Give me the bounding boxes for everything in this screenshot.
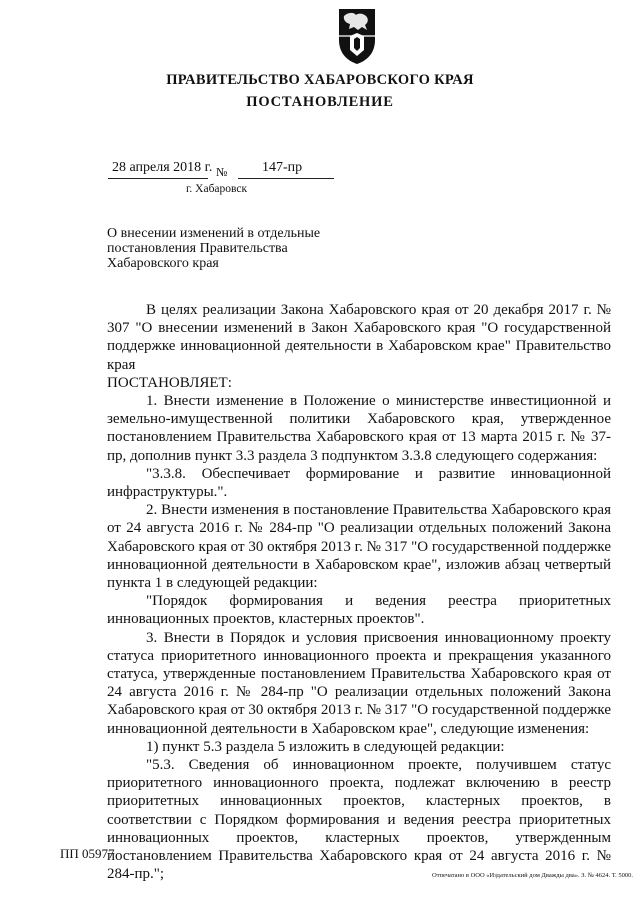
printer-imprint: Отпечатано в ООО «Издательский дом Дважды два». З. № 4624. Т. 5000. [432, 872, 633, 879]
document-subject: О внесении изменений в отдельные постановления Правительства Хабаровского края [107, 226, 321, 271]
number-sign: № [216, 165, 228, 179]
coat-of-arms-icon [336, 6, 378, 66]
document-number: 147-пр [262, 160, 303, 175]
city: г. Хабаровск [186, 183, 248, 195]
document-code: ПП 05977 [60, 846, 115, 861]
document-date: 28 апреля 2018 г. [112, 160, 213, 175]
document-type: ПОСТАНОВЛЕНИЕ [246, 94, 394, 110]
number-underline [238, 178, 334, 179]
government-name: ПРАВИТЕЛЬСТВО ХАБАРОВСКОГО КРАЯ [166, 72, 474, 88]
preamble-paragraph: В целях реализации Закона Хабаровского края от 20 декабря 2017 г. № 307 "О внесении изменений в Закон Хабаровского края "О государственной поддержке инновационной деятельности в Хабаровском крае" Правительство края [107, 302, 611, 373]
subclause-1-quote-paragraph: "5.3. Сведения об инновационном проекте, получившем статус приоритетного инновационного проекта, подлежат включению в реестр приоритетных инновационных проектов, кластерных проектов, в соответствии с Порядком формирования и ведения реестра приоритетных инновационных проектов, кластерных проектов, утвержденным постановлением Правительства Хабаровского края от 24 августа 2016 г. № 284-пр."; [107, 757, 611, 883]
clause-2-paragraph: 2. Внести изменения в постановление Правительства Хабаровского края от 24 августа 2016 г. № 284-пр "О реализации отдельных положений Закона Хабаровского края от 30 октября 2013 г. № 317 "О государственной поддержке инновационной деятельности в Хабаровском крае", изложив абзац четвертый пункта 1 в следующей редакции: [107, 502, 611, 592]
clause-2-quote-paragraph: "Порядок формирования и ведения реестра приоритетных инновационных проектов, кластерных проектов". [107, 593, 611, 628]
clause-1-quote-paragraph: "3.3.8. Обеспечивает формирование и развитие инновационной инфраструктуры.". [107, 465, 611, 501]
clause-1-paragraph: 1. Внести изменение в Положение о министерстве инвестиционной и земельно-имущественной политики Хабаровского края, утвержденное постановлением Правительства Хабаровского края от 13 марта 2015 г. № 37-пр, дополнив пункт 3.3 раздела 3 подпунктом 3.3.8 следующего содержания: [107, 393, 611, 464]
subclause-1-paragraph: 1) пункт 5.3 раздела 5 изложить в следующей редакции: [146, 738, 505, 755]
clause-3-paragraph: 3. Внести в Порядок и условия присвоения инновационному проекту статуса приоритетного инновационного проекта и прекращения указанного статуса, утвержденные постановлением Правительства Хабаровского края от 24 августа 2016 г. № 284-пр "О реализации отдельных положений Закона Хабаровского края от 30 октября 2013 г. № 317 "О государственной поддержке инновационной деятельности в Хабаровском крае", следующие изменения: [107, 629, 611, 737]
resolves-heading: ПОСТАНОВЛЯЕТ: [107, 374, 232, 391]
document-body [107, 301, 611, 884]
date-underline [108, 178, 208, 179]
